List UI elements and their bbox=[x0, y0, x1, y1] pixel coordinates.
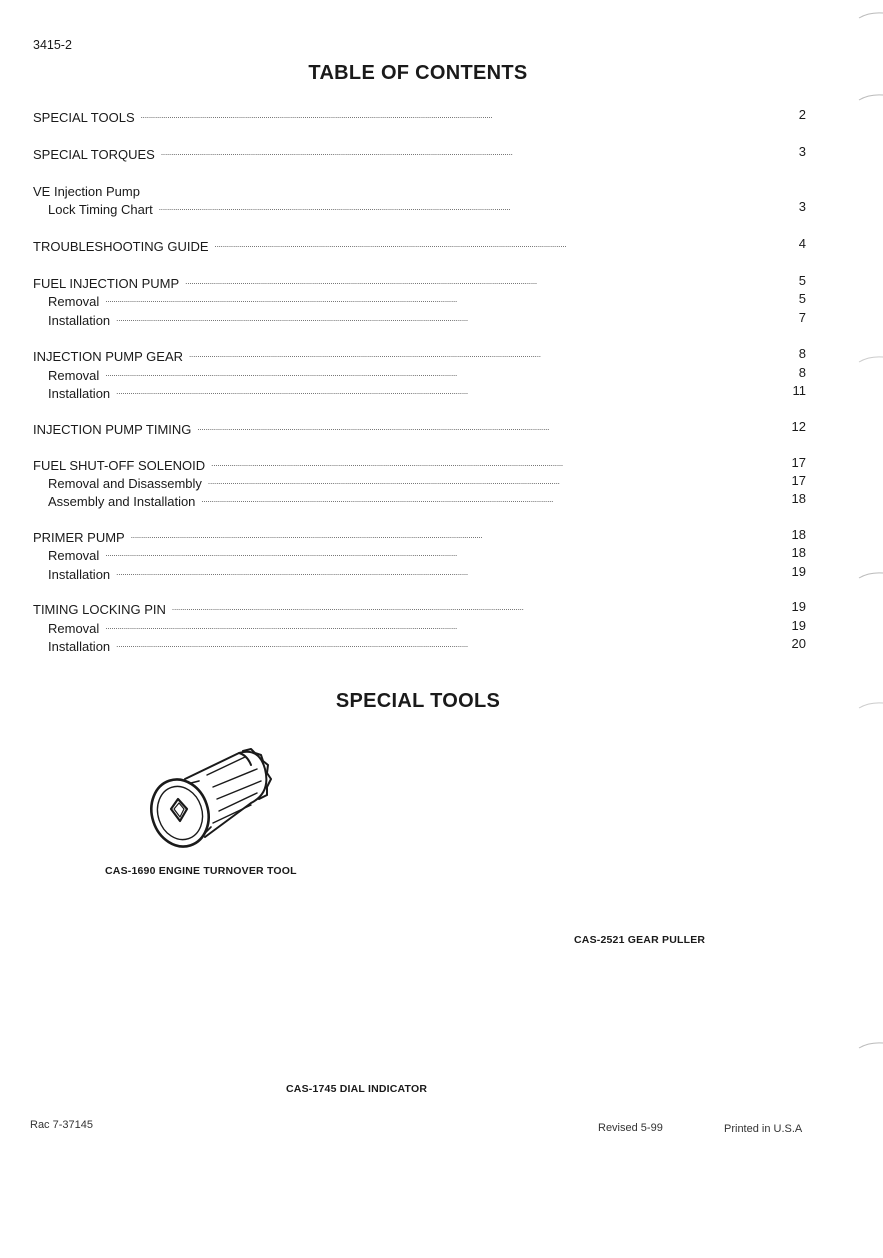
leader-dots bbox=[131, 529, 786, 543]
leader-dots bbox=[116, 566, 785, 580]
toc-subentry: Lock Timing Chart . . . 3 bbox=[33, 199, 806, 217]
toc-subentry: Removal . . . 18 bbox=[33, 545, 806, 563]
toc-subentry: Removal . . . 5 bbox=[33, 291, 806, 309]
scan-edge-mark bbox=[857, 10, 883, 20]
toc-subentry: Removal . . . 8 bbox=[33, 365, 806, 383]
leader-dots bbox=[172, 601, 786, 615]
footer-revised: Revised 5-99 bbox=[598, 1122, 663, 1134]
toc-subentry: Installation . . . 20 bbox=[33, 636, 806, 654]
leader-dots bbox=[159, 201, 788, 215]
caption-gear-puller: CAS-2521 GEAR PULLER bbox=[574, 934, 706, 946]
toc-subentry: Installation . . . 19 bbox=[33, 564, 806, 582]
toc-entry: INJECTION PUMP GEAR . . . 8 bbox=[33, 346, 806, 364]
toc-title: TABLE OF CONTENTS bbox=[308, 62, 528, 84]
leader-dots bbox=[197, 421, 785, 435]
toc-entry: VE Injection Pump bbox=[33, 184, 140, 199]
scan-edge-mark bbox=[857, 354, 883, 364]
leader-dots bbox=[208, 475, 786, 489]
leader-dots bbox=[189, 348, 788, 362]
scan-edge-mark bbox=[857, 570, 883, 580]
leader-dots bbox=[211, 457, 785, 471]
toc-entry: SPECIAL TORQUES . . . 3 bbox=[33, 144, 806, 162]
document-id: 3415-2 bbox=[33, 38, 72, 52]
footer-printed: Printed in U.S.A bbox=[724, 1123, 803, 1135]
special-tools-title: SPECIAL TOOLS bbox=[335, 690, 501, 712]
toc-entry: INJECTION PUMP TIMING . . . 12 bbox=[33, 419, 806, 437]
scan-edge-mark bbox=[857, 92, 883, 102]
toc-subentry: Removal and Disassembly . . . 17 bbox=[33, 473, 806, 491]
leader-dots bbox=[141, 109, 788, 123]
toc-entry: FUEL INJECTION PUMP . . . 5 bbox=[33, 273, 806, 291]
caption-engine-turnover-tool: CAS-1690 ENGINE TURNOVER TOOL bbox=[105, 865, 297, 877]
scan-edge-mark bbox=[857, 1040, 883, 1050]
leader-dots bbox=[116, 638, 785, 652]
footer-reference: Rac 7-37145 bbox=[30, 1119, 93, 1131]
engine-turnover-tool-illustration bbox=[147, 747, 272, 859]
caption-dial-indicator: CAS-1745 DIAL INDICATOR bbox=[286, 1083, 428, 1095]
toc-entry: SPECIAL TOOLS . . . 2 bbox=[33, 107, 806, 125]
scan-edge-mark bbox=[857, 700, 883, 710]
leader-dots bbox=[185, 275, 788, 289]
leader-dots bbox=[201, 493, 785, 507]
toc-subentry: Removal . . . 19 bbox=[33, 618, 806, 636]
leader-dots bbox=[105, 367, 788, 381]
toc-subentry: Installation . . . 11 bbox=[33, 383, 806, 401]
leader-dots bbox=[215, 238, 788, 252]
toc-entry: FUEL SHUT-OFF SOLENOID . . . 17 bbox=[33, 455, 806, 473]
toc-subentry: Assembly and Installation . . . 18 bbox=[33, 491, 806, 509]
leader-dots bbox=[116, 312, 788, 326]
leader-dots bbox=[116, 385, 786, 399]
leader-dots bbox=[105, 620, 785, 634]
leader-dots bbox=[105, 547, 785, 561]
toc-entry: PRIMER PUMP . . . 18 bbox=[33, 527, 806, 545]
leader-dots bbox=[161, 146, 788, 160]
toc-entry: TROUBLESHOOTING GUIDE . . . 4 bbox=[33, 236, 806, 254]
toc-entry: TIMING LOCKING PIN . . . 19 bbox=[33, 599, 806, 617]
leader-dots bbox=[105, 293, 788, 307]
toc-subentry: Installation . . . 7 bbox=[33, 310, 806, 328]
